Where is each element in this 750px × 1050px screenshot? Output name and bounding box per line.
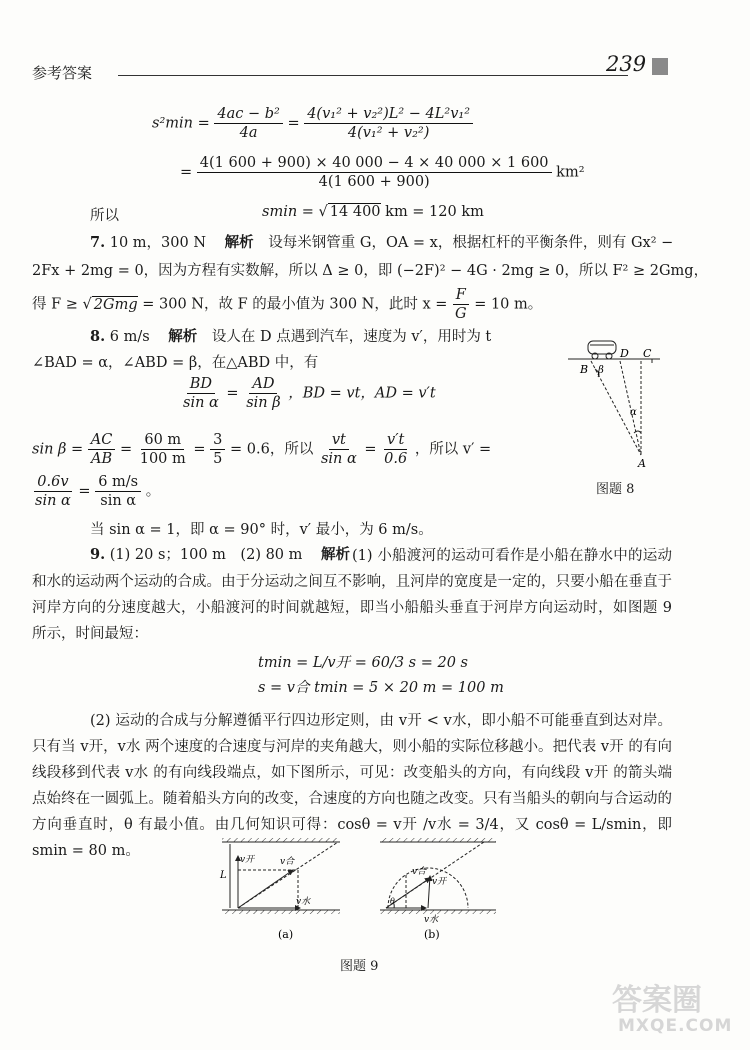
frac-denominator: 4(v₁² + v₂²) [347,125,430,141]
eq-frac [243,376,283,411]
eq-smin-line3: smin = √ 14 400 km = 120 km [262,204,484,220]
q-answer: 10 m，300 N [109,235,207,251]
q-number: 7. [90,234,106,251]
eq-lhs: sin β = [32,441,84,458]
frac-denominator: sin β [246,395,281,411]
frac-denominator: 4(1 600 + 900) [318,174,430,190]
fig9a-label: v合 [280,857,295,867]
eq-frac [95,474,141,509]
eq-frac [452,287,470,322]
watermark-url: MXQE.COM [618,1016,733,1036]
figure-8-caption: 图题 8 [596,482,635,497]
header-block-mark [652,58,668,75]
q7-line2: 2Fx + 2mg = 0，因为方程有实数解，所以 Δ ≥ 0，即 (−2F)² − 4G · 2mg ≥ 0，所以 F² ≥ 2Gmg， [32,263,709,279]
frac-numerator: F [453,287,469,305]
frac-numerator: vt [329,432,349,450]
fig9a-caption: (a) [278,928,294,941]
figure-8-svg [568,333,678,493]
q9-paragraph-1: (1) 小船渡河的运动可看作是小船在静水中的运动和水的运动两个运动的合成。由于分运动之间互不影响，且河岸的宽度是一定的，只要小船在垂直于河岸方向的分速度越大，小船渡河的时间就越短，即当小船船头垂直于河岸方向运动时，如图题 9 所示，时间最短： [32,548,672,642]
eq-frac [180,376,222,411]
fig8-label: A [638,457,646,470]
figure-9-svg [218,836,508,954]
frac-numerator: AD [249,376,277,394]
eq-rest: 。 [145,483,161,500]
q-text: 设人在 D 点遇到汽车，速度为 v′，用时为 t [211,329,492,345]
fig9a-label: v水 [296,897,311,907]
fig8-label: B [580,363,589,376]
eq-smin2-line1: s²min = $\frac{\text{4ac − b²}}{4a}$ = $\frac{\text{4(v₁² + v₂²)L² − 4L²v₁²}}{\text{4(v₁² + v₂²)}}$ [152,106,473,141]
sqrt-radicand: 14 400 [329,204,381,220]
q8-eq2: sin β = $\frac{AC}{AB}$ = $\frac{60 m}{100 m}$ = $\frac{3}{5}$ = 0.6，所以 $\frac{vt}{\text{sin α}}$ = $\frac{v't}{0.6}$ ，所以 v′ = [32,432,492,467]
q-number: 8. [90,328,106,345]
frac-denominator: 100 m [139,451,186,467]
eq-frac [32,474,74,509]
frac-numerator: 6 m/s [95,474,141,492]
fig8-label: C [643,347,652,360]
frac-numerator: 0.6v [34,474,71,492]
q9-eq2: s = v合 tmin = 5 × 20 m = 100 m [258,680,504,696]
q8-line2: ∠BAD = α，∠ABD = β，在△ABD 中，有 [32,355,319,371]
fig8-label: β [598,365,604,376]
eq-frac [197,155,552,190]
eq-frac [304,106,473,141]
eq-rest: ，BD = vt，AD = v′t [288,385,436,402]
frac-denominator: sin α [35,493,71,509]
q-text: = 300 N，故 F 的最小值为 300 N，此时 x = [142,296,448,313]
eq-frac [318,432,360,467]
frac-numerator: 4ac − b² [214,106,282,124]
q7-line3: 得 F ≥ √ 2Gmg = 300 N，故 F 的最小值为 300 N，此时 x = $\frac{F}{G}$ = 10 m。 [32,287,543,322]
unit: km² [556,164,585,181]
q-label: 解析 [224,234,254,251]
fig8-label: D [620,347,629,360]
eq-smin2-line2: = $\frac{4(1 600 + 900) \times 40 000 - 4 \times 40 000 \times 1 600}{4(1 600 + 900)}$ km² [180,155,585,190]
fig9a-label: L [220,870,227,881]
fig9b-label: v合 [412,867,427,877]
frac-denominator: 5 [213,451,223,467]
q-number: 9. [90,546,106,563]
eq-lhs: smin = [262,204,314,220]
q-text: 得 F ≥ [32,296,78,313]
frac-numerator: BD [187,376,215,394]
eq-rest: = 0.6，所以 [230,441,314,458]
fig9b-label: v水 [424,915,439,925]
figure-9 [218,836,508,958]
eq-rest: km = 120 km [385,204,484,220]
q9-paragraph-2: (2) 运动的合成与分解遵循平行四边形定则，由 v开 < v水，即小船不可能垂直到达对岸。只有当 v开，v水 两个速度的合速度与河岸的夹角越大，则小船的实际位移越小。把代表 v开 的有向线段移到代表 v水 的有向线段端点，如下图所示，可见：改变船头的方向，有向线段 v开 的箭头端点始终在一圆弧上。随着船头方向的改变，合速度的方向也随之改变。只有当船头的朝向与合运动的方向垂直时，θ 有最小值。由几何知识可得：cosθ = v开 /v水 = 3/4，又 cosθ = L/smin，即 smin = 80 m。 [32,713,672,859]
q-answer: 6 m/s [109,329,150,345]
watermark-logo: 答案圈 [612,983,702,1018]
q8-last-line: 当 sin α = 1，即 α = 90° 时，v′ 最小，为 6 m/s。 [90,522,433,538]
fig9b-label: θ [390,897,395,906]
eq-frac [88,432,116,467]
frac-numerator: 4(1 600 + 900) × 40 000 − 4 × 40 000 × 1 600 [197,155,552,173]
frac-denominator: sin α [183,395,219,411]
q-label: 解析 [321,546,351,563]
running-header: 参考答案 [32,64,93,82]
frac-denominator: sin α [320,451,357,467]
figure-9-caption: 图题 9 [340,959,379,974]
fig9b-label: v开 [432,877,447,887]
eq-smin2-lhs: s²min = [152,115,210,132]
page-number: 239 [606,52,647,76]
fig9a-label: v开 [240,855,255,865]
fig8-label: α [630,407,637,418]
frac-numerator: 60 m [141,432,184,450]
q9-eq1: tmin = L/v开 = 60/3 s = 20 s [258,655,468,671]
frac-denominator: 4a [239,125,258,141]
figure-8 [568,333,678,497]
fig9b-caption: (b) [424,928,440,941]
eq-frac [210,432,225,467]
sqrt-radicand: 2Gmg [93,296,138,313]
suoyi: 所以 [90,208,119,224]
q7-line1 [90,231,673,252]
header-rule [118,75,628,76]
q-answer: (1) 20 s；100 m (2) 80 m [109,547,303,563]
q8-line1 [90,325,491,346]
frac-numerator: 3 [210,432,225,450]
q-text: 设每米钢管重 G，OA = x，根据杠杆的平衡条件，则有 Gx² − [268,235,674,251]
q8-eq3: $\frac{0.6v}{\text{sin α}}$ = $\frac{6 m/s}{\text{sin α}}$ 。 [32,474,160,509]
eq-frac [381,432,410,467]
frac-numerator: 4(v₁² + v₂²)L² − 4L²v₁² [304,106,473,124]
frac-denominator: AB [91,451,113,467]
frac-denominator: G [455,306,467,322]
eq-frac [137,432,189,467]
frac-numerator: v′t [384,432,407,450]
eq-frac [214,106,282,141]
frac-denominator: sin α [100,493,137,509]
q-text: = 10 m。 [474,296,543,313]
q-label: 解析 [168,328,198,345]
frac-numerator: AC [88,432,116,450]
frac-denominator: 0.6 [384,451,408,467]
q8-eq1: $\frac{BD}{\text{sin α}}$ = $\frac{AD}{\text{sin β}}$ ，BD = vt，AD = v′t [180,376,436,411]
eq-rest: ，所以 v′ = [414,441,492,458]
